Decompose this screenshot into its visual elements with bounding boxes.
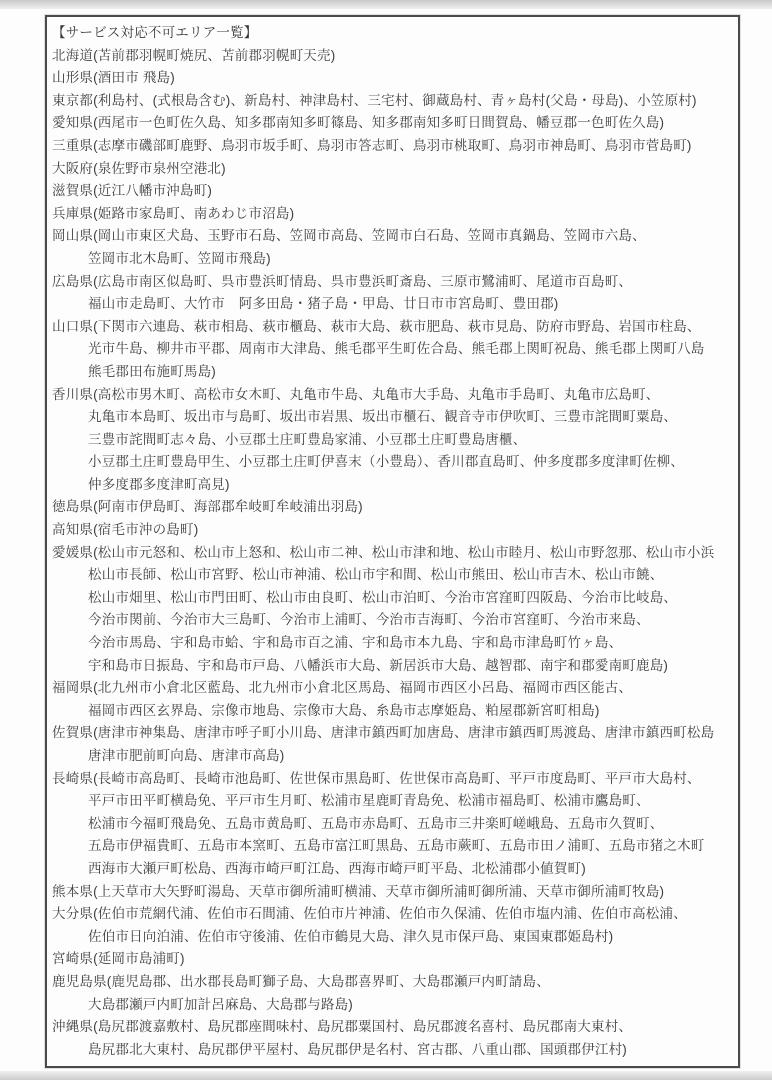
area-line: 北海道(苫前郡羽幌町焼尻、苫前郡羽幌町天売) xyxy=(52,47,336,63)
area-line: 大阪府(泉佐野市泉州空港北) xyxy=(52,160,226,176)
area-line: 松山市畑里、松山市門田町、松山市由良町、松山市泊町、今治市宮窪町四阪島、今治市比岐島、 xyxy=(88,589,678,605)
area-line: 仲多度郡多度津町高見) xyxy=(88,476,230,492)
area-line: 西海市大瀬戸町松島、西海市崎戸町江島、西海市崎戸町平島、北松浦郡小値賀町) xyxy=(88,860,586,876)
area-line: 鹿児島県(鹿児島郡、出水郡長島町獅子島、大島郡喜界町、大島郡瀬戸内町請島、 xyxy=(52,973,550,989)
area-line: 愛媛県(松山市元怒和、松山市上怒和、松山市二神、松山市津和地、松山市睦月、松山市野忽那、松山市小浜 xyxy=(52,544,715,560)
area-line: 大分県(佐伯市荒網代浦、佐伯市石間浦、佐伯市片神浦、佐伯市久保浦、佐伯市塩内浦、佐伯市高松浦、 xyxy=(52,906,687,922)
area-lines xyxy=(52,45,734,1062)
area-line: 熊本県(上天草市大矢野町湯島、天草市御所浦町横浦、天草市御所浦町御所浦、天草市御所浦町牧島) xyxy=(52,883,665,899)
area-line: 広島県(広島市南区似島町、呉市豊浜町情島、呉市豊浜町斎島、三原市鷺浦町、尾道市百島町、 xyxy=(52,273,633,289)
service-unavailable-area-list-box xyxy=(45,15,740,1068)
area-line: 小豆郡土庄町豊島甲生、小豆郡土庄町伊喜末（小豊島）、香川郡直島町、仲多度郡多度津町佐柳、 xyxy=(88,454,685,470)
area-line: 松浦市今福町飛島免、五島市黄島町、五島市赤島町、五島市三井楽町嵯峨島、五島市久賀町、 xyxy=(88,815,664,831)
area-line: 唐津市肥前町向島、唐津市高島) xyxy=(88,748,285,763)
area-line: 滋賀県(近江八幡市沖島町) xyxy=(52,183,213,199)
area-line: 光市牛島、柳井市平郡、周南市大津島、熊毛郡平生町佐合島、熊毛郡上関町祝島、熊毛郡上関町八島 xyxy=(88,341,705,357)
area-line: 佐賀県(唐津市神集島、唐津市呼子町小川島、唐津市鎮西町加唐島、唐津市鎮西町馬渡島、唐津市鎮西町松島 xyxy=(52,725,715,741)
area-line: 今治市馬島、宇和島市蛤、宇和島市百之浦、宇和島市本九島、宇和島市津島町竹ヶ島、 xyxy=(88,635,623,651)
area-line: 兵庫県(姫路市家島町、南あわじ市沼島) xyxy=(52,205,295,221)
area-line: 福山市走島町、大竹市 阿多田島・猪子島・甲島、廿日市市宮島町、豊田郡) xyxy=(88,296,559,312)
area-line: 松山市長師、松山市宮野、松山市神浦、松山市宇和間、松山市熊田、松山市吉木、松山市饒、 xyxy=(88,567,664,583)
area-line: 熊毛郡田布施町馬島) xyxy=(88,363,216,379)
area-line: 今治市関前、今治市大三島町、今治市上浦町、今治市吉海町、今治市宮窪町、今治市来島、 xyxy=(88,612,650,628)
area-line: 笠岡市北木島町、笠岡市飛島) xyxy=(88,250,271,266)
area-line: 岡山県(岡山市東区犬島、玉野市石島、笠岡市高島、笠岡市白石島、笠岡市真鍋島、笠岡市六島、 xyxy=(52,228,646,244)
area-line: 愛知県(西尾市一色町佐久島、知多郡南知多町篠島、知多郡南知多町日間賀島、幡豆郡一色町佐久島) xyxy=(52,115,665,131)
area-line: 三重県(志摩市磯部町鹿野、鳥羽市坂手町、鳥羽市答志町、鳥羽市桃取町、鳥羽市神島町、鳥羽市菅島町) xyxy=(52,137,692,153)
area-line: 平戸市田平町横島免、平戸市生月町、松浦市星鹿町青島免、松浦市福島町、松浦市鷹島町、 xyxy=(88,793,650,809)
area-line: 東京都(利島村、(式根島含む)、新島村、神津島村、三宅村、御蔵島村、青ヶ島村(父島・母島)、小笠原村) xyxy=(52,92,697,108)
area-line: 沖縄県(島尻郡渡嘉敷村、島尻郡座間味村、島尻郡粟国村、島尻郡渡名喜村、島尻郡南大東村、 xyxy=(52,1019,633,1035)
area-line: 徳島県(阿南市伊島町、海部郡牟岐町牟岐浦出羽島) xyxy=(52,499,363,515)
area-line: 島尻郡北大東村、島尻郡伊平屋村、島尻郡伊是名村、宮古郡、八重山郡、国頭郡伊江村) xyxy=(88,1041,627,1057)
area-line: 宇和島市日振島、宇和島市戸島、八幡浜市大島、新居浜市大島、越智郡、南宇和郡愛南町鹿島) xyxy=(88,657,669,673)
area-line: 宮崎県(延岡市島浦町) xyxy=(52,951,185,967)
area-line: 高知県(宿毛市沖の島町) xyxy=(52,522,199,538)
page-title: 【サービス対応不可エリア一覧】 xyxy=(52,25,258,40)
area-line: 大島郡瀬戸内町加計呂麻島、大島郡与路島) xyxy=(88,996,353,1012)
area-line: 三豊市詫間町志々島、小豆郡土庄町豊島家浦、小豆郡土庄町豊島唐櫃、 xyxy=(88,431,527,447)
area-line: 香川県(高松市男木町、高松市女木町、丸亀市牛島、丸亀市大手島、丸亀市手島町、丸亀市広島町、 xyxy=(52,386,660,402)
area-line: 丸亀市本島町、坂出市与島町、坂出市岩黒、坂出市櫃石、観音寺市伊吹町、三豊市詫間町粟島、 xyxy=(88,409,678,425)
area-line: 福岡市西区玄界島、宗像市地島、宗像市大島、糸島市志摩姫島、粕屋郡新宮町相島) xyxy=(88,702,600,718)
area-line: 佐伯市日向泊浦、佐伯市守後浦、佐伯市鶴見大島、津久見市保戸島、東国東郡姫島村) xyxy=(88,928,614,944)
scan-edge-top xyxy=(0,0,772,9)
scan-edge-bottom xyxy=(0,1071,772,1080)
area-line: 福岡県(北九州市小倉北区藍島、北九州市小倉北区馬島、福岡市西区小呂島、福岡市西区能古、 xyxy=(52,680,633,696)
area-line: 山口県(下関市六連島、萩市相島、萩市櫃島、萩市大島、萩市肥島、萩市見島、防府市野島、岩国市柱島、 xyxy=(52,318,701,334)
area-line: 山形県(酒田市 飛島) xyxy=(52,70,175,86)
area-line: 五島市伊福貴町、五島市本窯町、五島市富江町黒島、五島市蕨町、五島市田ノ浦町、五島市猪之木町 xyxy=(88,838,705,854)
area-line: 長崎県(長崎市高島町、長崎市池島町、佐世保市黒島町、佐世保市高島町、平戸市度島町、平戸市大島村、 xyxy=(52,770,701,786)
